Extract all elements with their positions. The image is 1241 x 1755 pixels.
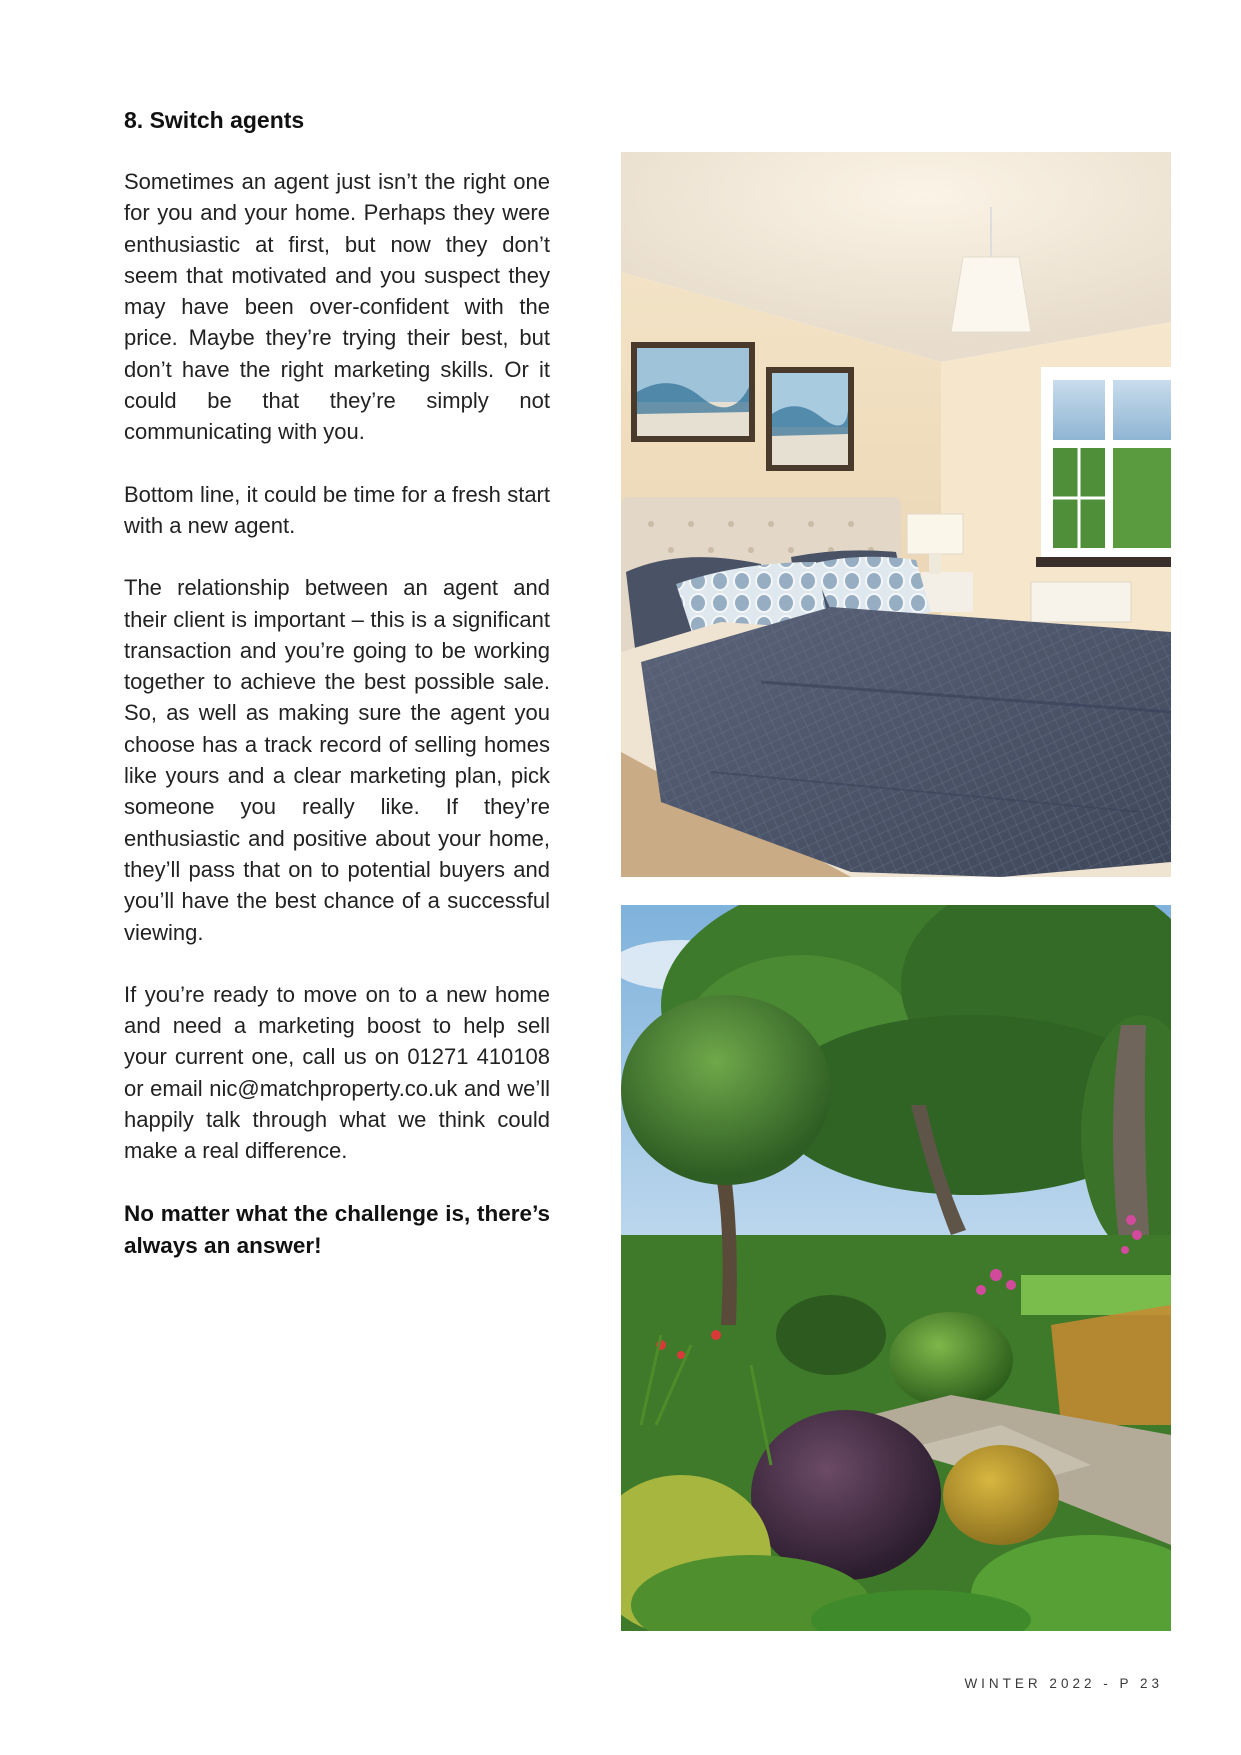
bedroom-photo [621, 152, 1171, 877]
paragraph-agent-fit: Sometimes an agent just isn’t the right one for you and your home. Perhaps they were enthusiastic at first, but now they don’t seem that motivated and you suspect they may have been over-confident with the price. Maybe they’re trying their best, but don’t have the right marketing skills. Or it could be that they’re simply not communicating with you. [124, 169, 550, 445]
paragraph-contact: If you’re ready to move on to a new home and need a marketing boost to help sell your current one, call us on 01271 410108 or email nic@matchproperty.co.uk and we’ll happily talk through what we think could make a real difference. [124, 981, 550, 1164]
bedroom-illustration [621, 152, 1171, 877]
page-footer: WINTER 2022 - P 23 [964, 1676, 1163, 1691]
garden-illustration [621, 905, 1171, 1631]
section-heading: 8. Switch agents [124, 107, 305, 133]
article-text-column [124, 104, 550, 1262]
paragraph-relationship: The relationship between an agent and their client is important – this is a significant transaction and you’re going to be working together to achieve the best possible sale. So, as well as making sure the agent you choose has a track record of selling homes like yours and a clear marketing plan, pick someone you really like. If they’re enthusiastic and positive about your home, they’ll pass that on to potential buyers and you’ll have the best chance of a successful viewing. [124, 575, 550, 945]
paragraph-bottom-line: Bottom line, it could be time for a fresh start with a new agent. [124, 481, 550, 538]
garden-photo [621, 905, 1171, 1631]
closing-statement: No matter what the challenge is, there’s always an answer! [124, 1200, 550, 1258]
